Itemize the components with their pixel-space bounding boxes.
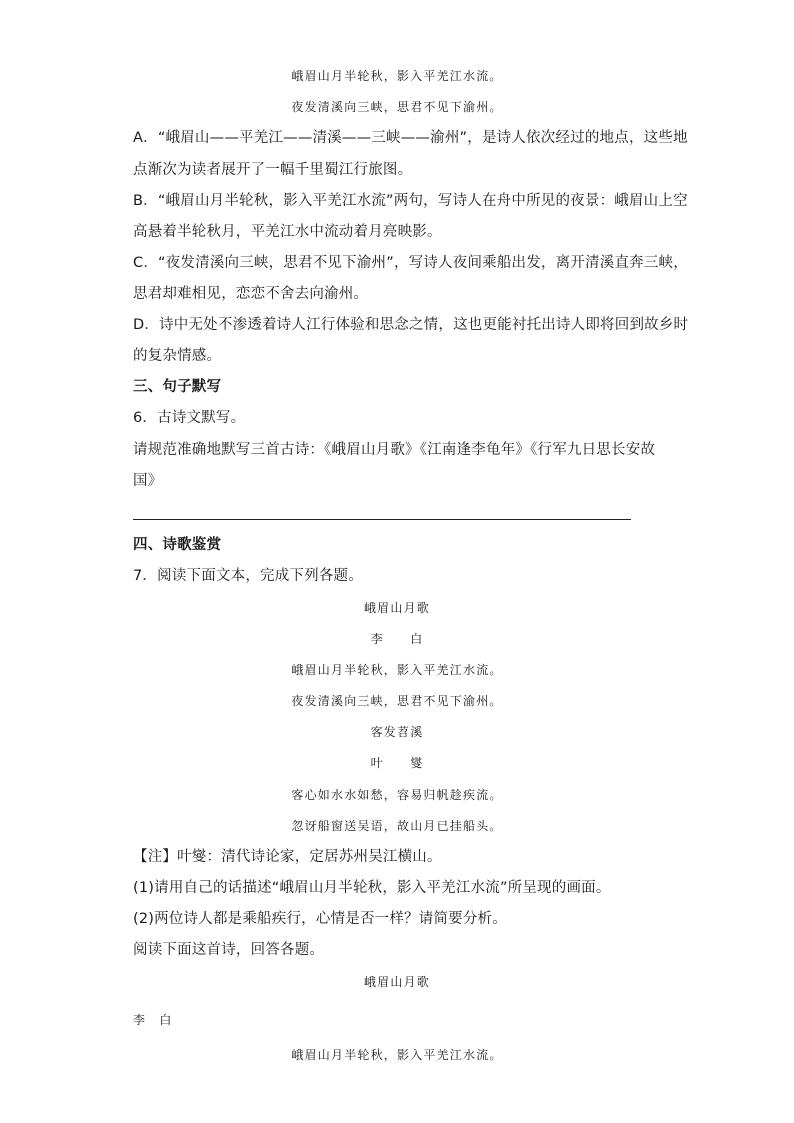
poem-title: 峨眉山月歌 xyxy=(363,975,430,989)
poem-title: 客发苕溪 xyxy=(370,725,424,739)
option-d-text: 的复杂情感。 xyxy=(133,348,222,364)
option-a-text: 点渐次为读者展开了一幅千里蜀江行旅图。 xyxy=(133,162,413,178)
annotation-note: 【注】叶燮：清代诗论家，定居苏州吴江横山。 xyxy=(133,849,442,865)
option-b-text: B．“峨眉山月半轮秋，影入平羌江水流”两句，写诗人在舟中所见的夜景：峨眉山上空 xyxy=(133,193,688,209)
poem-author: 李 白 xyxy=(370,632,424,646)
poem-author: 叶 燮 xyxy=(370,756,424,770)
poem-line: 忽讶船窗送吴语，故山月已挂船头。 xyxy=(291,819,503,833)
section-heading: 四、诗歌鉴赏 xyxy=(133,537,222,553)
option-c-text: C．“夜发清溪向三峡，思君不见下渝州”，写诗人夜间乘船出发，离开清溪直奔三峡， xyxy=(133,255,688,271)
sub-question: (1)请用自己的话描述“峨眉山月半轮秋，影入平羌江水流”所呈现的画面。 xyxy=(133,880,611,896)
poem-line: 客心如水水如愁，容易归帆趁疾流。 xyxy=(291,788,503,802)
question-title: 7．阅读下面文本，完成下列各题。 xyxy=(133,568,363,584)
poem-title: 峨眉山月歌 xyxy=(363,601,430,615)
poem-line: 峨眉山月半轮秋，影入平羌江水流。 xyxy=(291,663,503,677)
question-title: 6．古诗文默写。 xyxy=(133,410,246,426)
poem-line: 峨眉山月半轮秋，影入平羌江水流。 xyxy=(291,69,503,83)
option-b-text: 高悬着半轮秋月，平羌江水中流动着月亮映影。 xyxy=(133,224,442,240)
question-intro: 阅读下面这首诗，回答各题。 xyxy=(133,942,325,958)
question-text: 国》 xyxy=(133,473,163,489)
question-text: 请规范准确地默写三首古诗：《峨眉山月歌》《江南逢李龟年》《行军九日思长安故 xyxy=(133,442,656,458)
sub-question: (2)两位诗人都是乘船疾行，心情是否一样？请简要分析。 xyxy=(133,911,507,927)
option-c-text: 思君却难相见，恋恋不舍去向渝州。 xyxy=(133,286,369,302)
option-d-text: D．诗中无处不渗透着诗人江行体验和思念之情，这也更能衬托出诗人即将回到故乡时 xyxy=(133,317,689,333)
poem-line: 夜发清溪向三峡，思君不见下渝州。 xyxy=(291,100,503,114)
poem-line: 夜发清溪向三峡，思君不见下渝州。 xyxy=(291,694,503,708)
section-heading: 三、句子默写 xyxy=(133,379,222,395)
option-a-text: A．“峨眉山——平羌江——清溪——三峡——渝州”，是诗人依次经过的地点，这些地 xyxy=(133,130,688,146)
poem-line: 峨眉山月半轮秋，影入平羌江水流。 xyxy=(291,1048,503,1062)
answer-blank-line xyxy=(133,519,631,520)
poem-author: 李 白 xyxy=(133,1013,173,1027)
